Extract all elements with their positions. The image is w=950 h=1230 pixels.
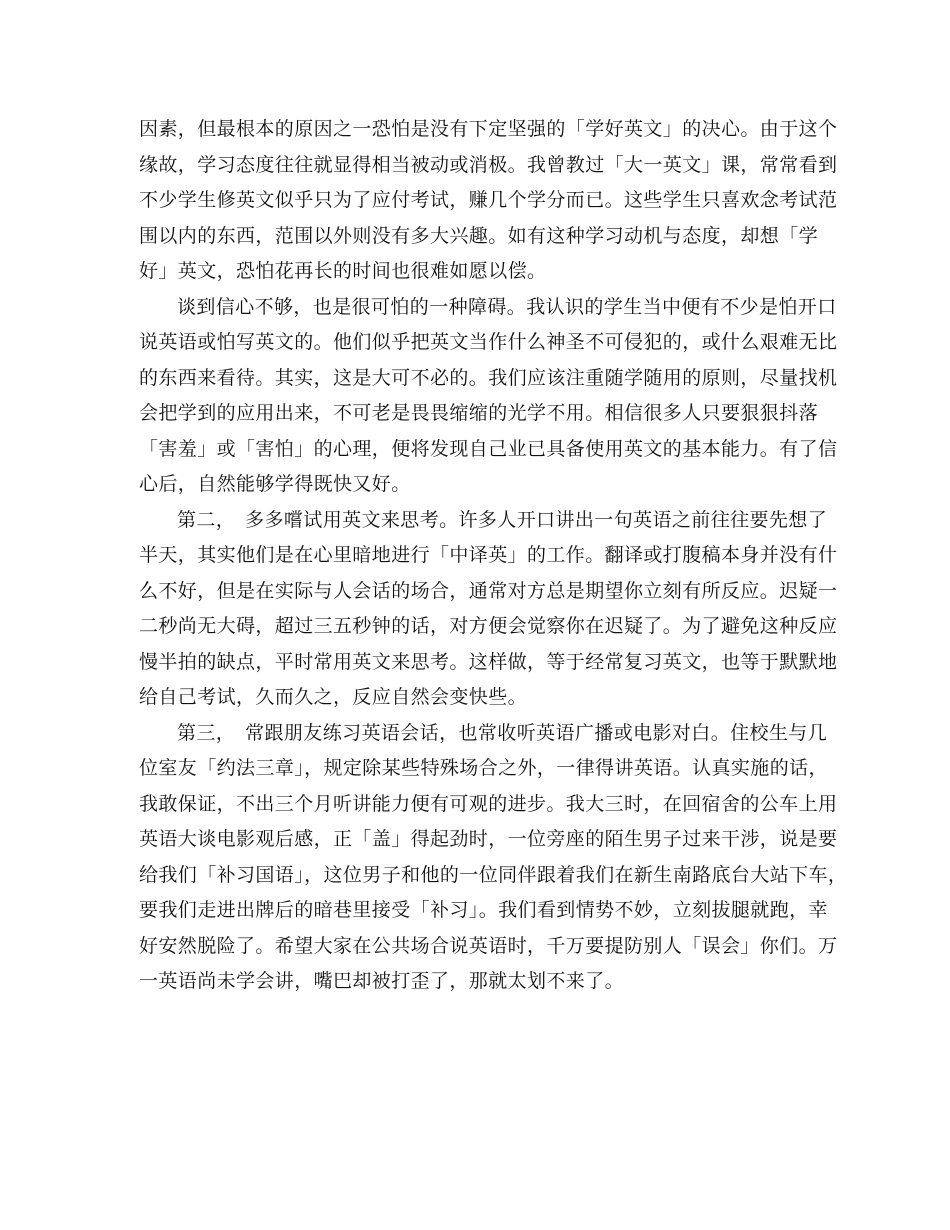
text-line: 好」英文，恐怕花再长的时间也很难如愿以偿。: [139, 260, 547, 282]
text-line: 会把学到的应用出来，不可老是畏畏缩缩的光学不用。相信很多人只要狠狠抖落: [139, 402, 819, 424]
text-line: 好安然脱险了。希望大家在公共场合说英语时，千万要提防别人「误会」你们。万: [139, 934, 838, 957]
text-line: 缘故，学习态度往往就显得相当被动或消极。我曾教过「大一英文」课，常常看到: [139, 153, 838, 176]
paragraph-1: [139, 112, 838, 290]
text-line: 的东西来看待。其实，这是大可不必的。我们应该注重随学随用的原则，尽量找机: [139, 366, 838, 389]
text-line: 心后，自然能够学得既快又好。: [139, 473, 411, 495]
paragraph-4: [139, 716, 848, 1000]
paragraph-3: [139, 503, 838, 716]
text-line: 慢半拍的缺点，平时常用英文来思考。这样做，等于经常复习英文，也等于默默地: [139, 650, 838, 673]
text-line: 一英语尚未学会讲，嘴巴却被打歪了，那就太划不来了。: [139, 970, 625, 992]
text-line: 位室友「约法三章」，规定除某些特殊场合之外，一律得讲英语。认真实施的话，: [139, 757, 828, 779]
text-line: 围以内的东西，范围以外则没有多大兴趣。如有这种学习动机与态度，却想「学: [139, 224, 819, 247]
text-line: 要我们走进出牌后的暗巷里接受「补习」。我们看到情势不妙，立刻拔腿就跑，幸: [139, 899, 828, 921]
text-line: 第三， 常跟朋友练习英语会话，也常收听英语广播或电影对白。住校生与几: [177, 721, 828, 744]
text-line: 因素，但最根本的原因之一恐怕是没有下定坚强的「学好英文」的决心。由于这个: [139, 118, 838, 140]
text-line: 给我们「补习国语」，这位男子和他的一位同伴跟着我们在新生南路底台大站下车，: [139, 863, 848, 886]
text-line: 谈到信心不够，也是很可怕的一种障碍。我认识的学生当中便有不少是怕开口: [177, 295, 837, 318]
text-line: 不少学生修英文似乎只为了应付考试，赚几个学分而已。这些学生只喜欢念考试范: [139, 189, 838, 211]
document-body: [139, 112, 848, 1000]
text-line: 「害羞」或「害怕」的心理，便将发现自己业已具备使用英文的基本能力。有了信: [139, 437, 838, 460]
text-line: 英语大谈电影观后感，正「盖」得起劲时，一位旁座的陌生男子过来干涉，说是要: [139, 828, 838, 850]
text-line: 二秒尚无大碍，超过三五秒钟的话，对方便会觉察你在迟疑了。为了避免这种反应: [139, 615, 838, 637]
text-line: 我敢保证，不出三个月听讲能力便有可观的进步。我大三时，在回宿舍的公车上用: [139, 792, 838, 815]
text-line: 给自己考试，久而久之，反应自然会变快些。: [139, 686, 528, 708]
text-line: 说英语或怕写英文的。他们似乎把英文当作什么神圣不可侵犯的，或什么艰难无比: [139, 331, 838, 353]
text-line: 第二， 多多嚐试用英文来思考。许多人开口讲出一句英语之前往往要先想了: [177, 508, 828, 531]
text-line: 么不好，但是在实际与人会话的场合，通常对方总是期望你立刻有所反应。迟疑一: [139, 579, 838, 602]
paragraph-2: [139, 290, 838, 503]
text-line: 半天，其实他们是在心里暗地进行「中译英」的工作。翻译或打腹稿本身并没有什: [139, 544, 838, 566]
